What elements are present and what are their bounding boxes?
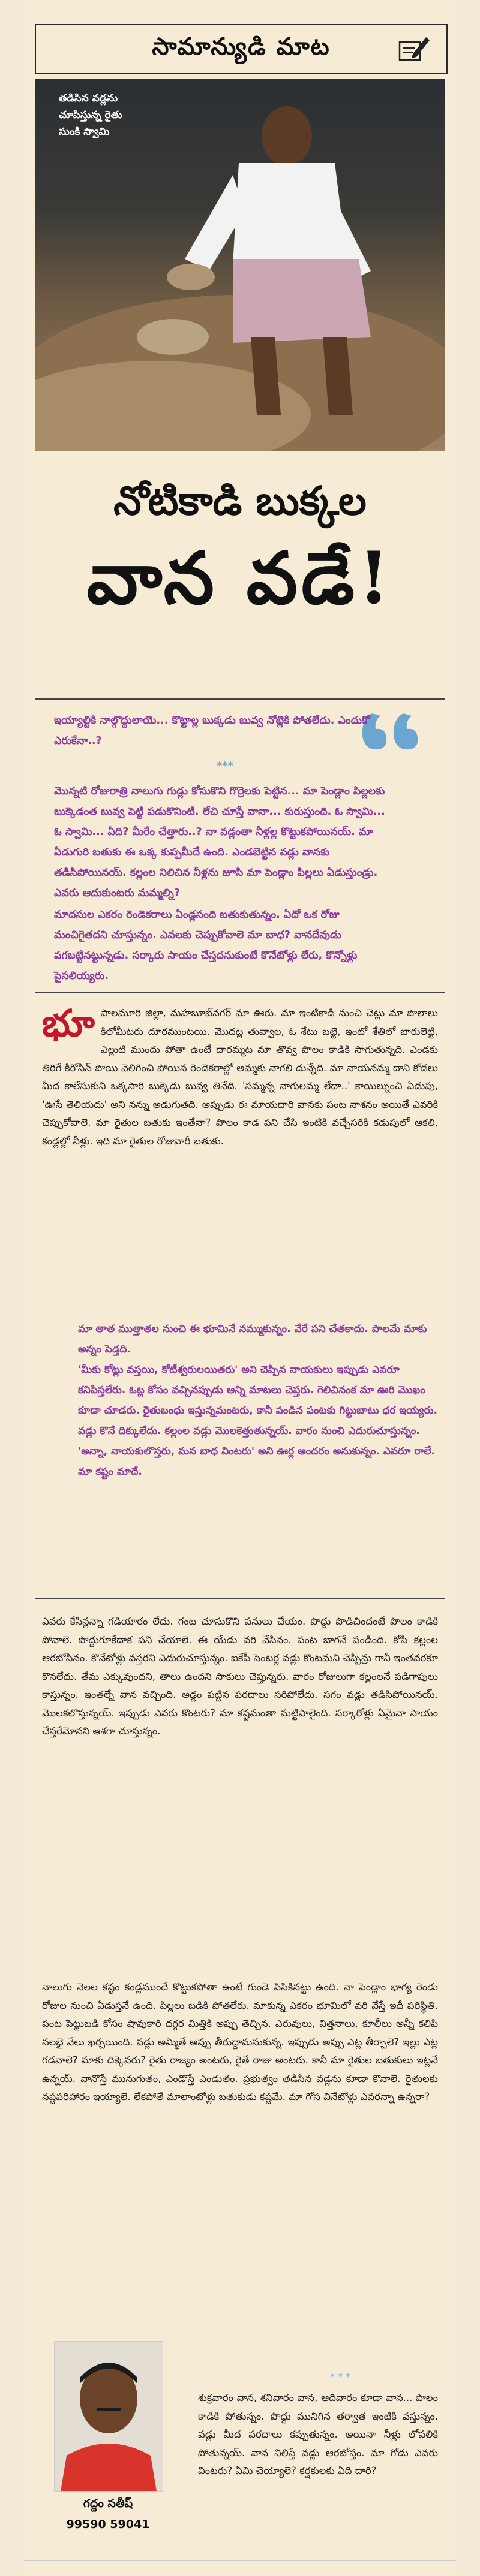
body-paragraph-2: ఎవరు కేసిన్లన్నా గడియారం లేదు. గంట చూసుకొని పనులు చేయం. పొద్దు పొడిచిందంటే పొలం కాడికి పోవాలె. పొద్దుగూకేదాక పని చేయాలె. ఈ యేడు వరి వేసినం. పంట బాగనే పండింది. కోసి కల్లంల ఆరబోసినం. కొనేటోళ్లు వస్తరని ఎదురుచూస్తున్నం. ఐకేపీ సెంటర్ల వడ్లు కొంటమని చెప్పిన్రు గానీ ఇంతవరకూ కొనలేదు. తేమ ఎక్కువుందని, తాలు ఉందని సాకులు చెప్తున్నరు. వారం రోజులుగా కల్లంలనే పడిగాపులు కాస్తున్నం. ఇంతల్నే వాన వచ్చింది. అడ్డం పట్టిన పరదాలు సరిపోలేదు. సగం వడ్లు తడిసిపోయినయ్. మొలకలొస్తున్నయ్. ఇప్పుడు ఎవరు కొంటరు? మా కష్టమంతా మట్టిపాలైంది. సర్కారోళ్లు ఏమైనా సాయం చేస్తరేమోనని ఆశగా చూస్తున్నం. <box>42 1616 438 1737</box>
quote-paragraph: 'అన్నా, నాయకులొస్తరు, మన బాధ వింటరు' అని ఊర్ల అందరం అనుకున్నం. ఎవరూ రాలే. మా కష్టం మాదే. <box>78 1445 435 1478</box>
divider <box>35 992 445 993</box>
headline-line-1: నోటికాడి బుక్కల <box>113 477 367 524</box>
page-bottom-border <box>24 2560 456 2561</box>
headline <box>35 474 445 689</box>
dropcap: భూ <box>42 1001 95 1045</box>
author-phone: 99590 59041 <box>66 2518 150 2531</box>
body-paragraph-1: భూపాలమూరి జిల్లా, మహబూబ్‌నగర్ మా ఊరు. మా ఇంటికాడి నుంచి చెట్లు మా పొలాలు కిలోమీటరు దూరముంటయి. మొదట్ల తువ్వాల, ఓ శేటు బట్టె, ఇంటో శేతిలో బారులెట్టి, ఎల్లుటి ముందు పోతా ఉంటే దారమ్మట మా తొవ్వ పొలం కాడికి సాగుతున్నది. ఎండకు తిరిగే కిరోసిన్ పొయి వెలిగించి పోయిన రెండెకరాల్లో అమ్మకు నాగలి దున్నేది. మా నాయనమ్మ దాని కోడలు మీద కాలేసుకుని ఒక్కసారి బుక్కెడు బువ్వ తినేది. 'సమ్మన్న నాగులమ్మ లేదా..' కాయిల్నుంచి ఏడుపు, 'ఊసే తెలియదు' అని నన్ను అడుగుతది. అప్పుడు ఈ మాయదారి వానకు పంట నాశనం అయితే ఎవరికి చెప్పుకోవాలె. మా రైతుల బతుకు ఇంతేనా? పొలం కాడ పని చేసి ఇంటికి వచ్చేసరికి కడుపులో ఆకలి, కండ్లల్లో నీళ్లు. ఇది మా రైతుల రోజువారీ బతుకు. <box>42 1001 438 1147</box>
stars-separator: *** <box>330 2371 353 2382</box>
headline-line-2: వాన వడే! <box>86 536 394 620</box>
intro-paragraph: ఇయ్యాల్టికి నాల్గొద్దులాయె... కొట్టాల్ల బుక్కడు బువ్వ నోట్లెకి పోతలేదు. ఎందుకో ఎరుకేనా..? <box>54 715 370 747</box>
right-column-text: శుక్రవారం వాన, శనివారం వాన, ఆదివారం కూడా వాన... పొలం కాడికి పోతున్నం. పొద్దు మునిగిన తర్వాత ఇంటికి వస్తున్నం. వడ్లు మీద పరదాలు కప్పుతున్నం. అయినా నీళ్లు లోపలికి పోతున్నయ్. వాన నిలిస్తే వడ్లు ఆరబోస్తం. మా గోడు ఎవరు వింటరు? ఏమి చెయ్యాలె? కర్షకులకు ఏది దారి? <box>198 2392 438 2476</box>
author-photo <box>54 2341 163 2492</box>
farmer-photo <box>35 79 445 451</box>
column-header <box>35 24 448 74</box>
intro-block <box>54 710 396 987</box>
intro-paragraph: మొన్నటి రోజురాత్రి నాలుగు గుడ్లు కోసుకొని గొర్రెలకు పెట్టిన... మా పెండ్లాం పిల్లలకు బుక్కెడంత బువ్వ పెట్టి పడుకొనింటి. లేచి చూస్తే వానా... కురుస్తుంది. ఓ స్వామి... ఓ స్వామి... ఏది? మీరేం చేత్తారు..? నా వడ్లంతా నీళ్లల్ల కొట్టుకపోయినయ్. మా ఏడుగురి బతుకు ఈ ఒక్క కుప్పమీదే ఉంది. ఎండబెట్టిన వడ్లు వానకు తడిసిపోయినయ్. కల్లంల నిలిచిన నీళ్లను జూసి మా పెండ్లాం పిల్లలు ఏడుస్తుండ్రు. ఎవరు ఆదుకుంటరు మమ్మల్ని? <box>54 785 385 899</box>
column-title: సామాన్యుడి మాట <box>152 32 331 61</box>
divider <box>35 698 445 700</box>
quote-paragraph: 'మీకు కోట్లు వస్తయి, కోటీశ్వరులయితరు' అని చెప్పిన నాయకులు ఇప్పుడు ఎవరూ కనిపిస్తలేరు. ఓట్ల కోసం వచ్చినప్పుడు అన్ని మాటలు చెప్తరు. గెలిచినంక మా ఊరి మొఖం కూడా చూడరు. రైతుబంధు ఇస్తున్నమంటరు, కానీ పండిన పంటకు గిట్టుబాటు ధర ఇయ్యరు. వడ్లు కొనే దిక్కులేదు. కల్లంల వడ్లు మొలకెత్తుతున్నయ్. వారం నుంచి ఎదురుచూస్తున్నం. <box>78 1364 437 1437</box>
intro-paragraph: మాదసుల ఎకరం రెండెకరాలు ఏండ్లసంది బతుకుతున్నం. ఏదో ఒక రోజు మంచిగైతదని చూస్తున్నం. ఎవలకు చెప్పుకోవాలె మా బాధ? వానదేవుడు పగబట్టినట్టున్నడు. సర్కారు సాయం చేస్తదనుకుంటే కొనేటోళ్లు లేరు, కొన్నోళ్లు పైసలియ్యరు. <box>54 909 358 982</box>
photo-caption: తడిసిన వడ్లను చూపిస్తున్న రైతు సుంకి స్వామి <box>59 92 122 138</box>
stars-separator: *** <box>217 760 233 772</box>
divider <box>35 1598 445 1599</box>
author-name: గద్దం సతీష్ <box>83 2497 133 2510</box>
purple-quote-block <box>78 1319 438 1482</box>
author-portrait <box>55 2342 163 2491</box>
body-paragraph-3: నాలుగు నెలల కష్టం కండ్లముందే కొట్టుకపోతా ఉంటే గుండె పిసికినట్టు ఉంది. నా పెండ్లాం భాగ్య రెండు రోజుల నుంచి ఏడుస్తనే ఉంది. పిల్లలు బడికి పోతలేరు. మాకున్న ఎకరం భూమిలో వరి వేస్తే ఇదీ పరిస్థితి. పంట పెట్టుబడి కోసం షావుకారి దగ్గర మిత్తికి అప్పు తెచ్చిన. ఎరువులు, విత్తనాలు, కూలీలు అన్నీ కలిపి నలభై వేలు ఖర్చయింది. వడ్లు అమ్మితే అప్పు తీరుద్దామనుకున్న. ఇప్పుడు అప్పు ఎట్ల తీర్చాలె? ఇల్లు ఎట్ల గడవాలె? మాకు దిక్కెవరు? రైతు రాజ్యం అంటరు, రైతే రాజు అంటరు. కానీ మా రైతుల బతుకులు ఇట్లనే ఉన్నయ్. వానొస్తే మునుగుతం, ఎండొస్తే ఎండుతం. ప్రభుత్వం తడిసిన వడ్లను కూడా కొనాలె. రైతులకు నష్టపరిహారం ఇయ్యాలె. లేకపోతే మాలాంటోళ్లు బతుకుడు కష్టమే. మా గోస వినేటోళ్లు ఎవరన్నా ఉన్నరా? <box>42 1981 438 2102</box>
pen-icon <box>395 34 431 65</box>
quote-paragraph: మా తాత ముత్తాతల నుంచి ఈ భూమినే నమ్ముకున్నం. వేరే పని చేతకాదు. పొలమే మాకు అన్నం పెడ్తది. <box>78 1323 427 1355</box>
